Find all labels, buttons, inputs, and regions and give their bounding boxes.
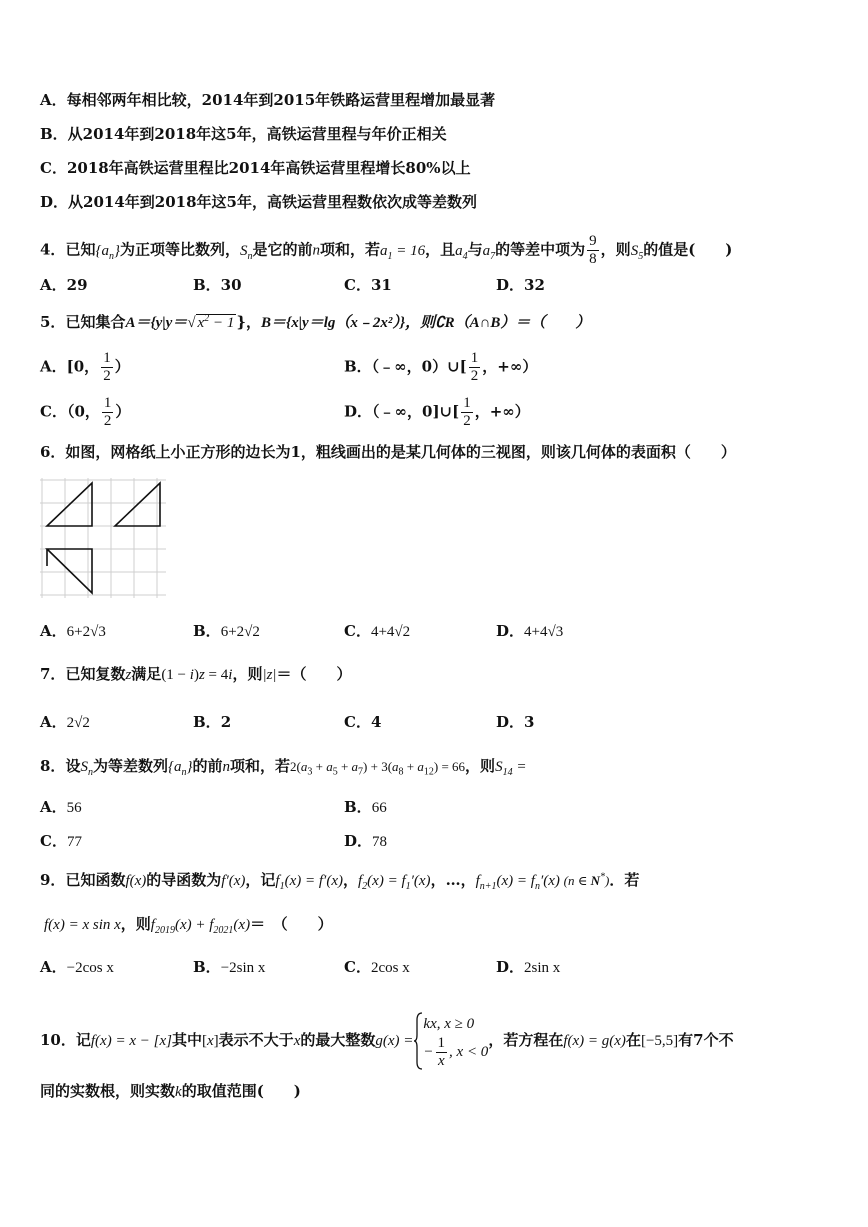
q9-stem-line-1 [40,870,868,891]
q7-option-b [193,711,231,732]
q9-fx: f(x) [125,873,147,889]
q6-a-value: 6+2√3 [66,624,106,640]
q7-c-label: C． [344,713,371,731]
q4-a7: $a_7$ [482,242,496,262]
q6-option-c [344,620,410,641]
q8-d-value: 78 [372,834,388,850]
q5-c-half [102,395,114,430]
q10-interval: [−5,5] [640,1033,679,1049]
q9-b-value: −2sin x [220,960,266,976]
q4-text-6: 与 [467,240,483,259]
q8-equation: $2(a_3 + a_5 + a_7) + 3(a_8 + a_{12}) = 66$ [290,759,466,778]
q9-d-value: 2sin x [524,960,561,976]
q6-a-label: A． [40,622,67,640]
q4-frac-den: 8 [589,251,597,267]
q8-a-label: A． [40,798,67,816]
q8-stem [40,756,868,777]
q5-d-post: ，+∞） [474,402,530,421]
q7-text-1: 已知复数 [65,665,126,683]
q5-number: 5． [40,313,66,331]
q9-sum: $f_{2019}(x) + f_{2021}(x)$ [150,917,251,936]
q10-fx-def: f(x) = x − [x] [90,1033,172,1049]
q4-text-7: 的等差中项为 [495,240,586,259]
q5-c-pre: C．（0， [40,402,100,421]
q9-f1: $f_1(x) = f'(x)$ [275,873,343,892]
q5-set-a-close: }， [236,313,261,331]
q5-b-half [469,350,481,385]
q10-number: 10． [40,1031,76,1049]
q10-text-6: 在 [625,1031,641,1049]
q8-n: n [222,759,230,775]
q8-a-value: 56 [66,800,82,816]
q5-b-den: 2 [470,368,479,384]
q10-piecewise [423,1013,488,1070]
q7-equation: (1 − i)z = 4i [161,667,233,683]
q6-option-b [193,620,260,641]
q7-z: z [125,667,132,683]
q9-fn1: $f_{n+1}(x) = f_n'(x)$ (n ∈ N*) [475,871,610,892]
q6-d-label: D． [496,622,525,640]
q8-text-5: ，则 [465,757,496,775]
q4-seq: $\{a_n\}$ [95,242,120,262]
q6-c-value: 4+4√2 [370,624,411,640]
q9-option-d [496,956,560,977]
q4-s5: $S_5$ [630,242,644,262]
q8-text-4: 项和，若 [229,757,290,775]
q7-d-label: D． [496,713,525,731]
q10-case-2: − $\frac{1}{x}$ , x < 0 [423,1034,489,1069]
q10-text-4: 的最大整数 [300,1031,376,1049]
q4-text-1: 已知 [65,240,96,259]
q8-option-b [344,796,387,817]
q9-c-label: C． [344,958,371,976]
q4-option-c: C．31 [344,276,392,294]
q5-c-den: 2 [103,413,112,429]
q10-bracket-x: [x] [202,1033,219,1049]
piecewise-brace-icon [413,1012,423,1070]
q9-f2: $f_2(x) = f_1'(x)$ [358,873,431,892]
q7-d-value: 3 [524,713,535,731]
q6-b-label: B． [193,622,221,640]
q9-number: 9． [40,871,66,889]
q7-c-value: 4 [370,713,382,731]
q5-a-half [101,350,113,385]
q10-text-3: 表示不大于 [218,1031,294,1049]
q7-option-a [40,711,90,732]
q10-eq: f(x) = g(x) [563,1033,626,1049]
q5-d-half [461,395,473,430]
q7-stem [40,664,868,685]
q6-c-label: C． [344,622,371,640]
q4-option-d: D．32 [496,276,545,294]
q9-c-value: 2cos x [370,960,410,976]
q10-stem-line-2 [40,1081,868,1102]
q8-sn: $S_n$ [80,759,93,778]
q7-a-label: A． [40,713,67,731]
q4-text-2: 为正项等比数列， [119,240,240,259]
q9-d-label: D． [496,958,525,976]
q9-text-6: ．若 [609,871,640,889]
q8-option-c [40,830,82,851]
q5-a-post: ） [114,357,130,376]
q4-a1: $a_1 = 16$ [380,242,426,262]
q7-option-d [496,711,534,732]
q4-option-a: A．29 [40,276,88,294]
q4-fraction [587,233,599,268]
q4-number: 4． [40,240,66,259]
q3-option-b: B．从2014年到2018年这5年，高铁运营里程与年价正相关 [40,125,447,143]
q10-k: k [175,1084,182,1100]
q8-text-3: 的前 [192,757,223,775]
top-view-triangle [47,549,92,593]
q10-text-8: 同的实数根，则实数 [40,1082,176,1100]
q9-fpx: f′(x) [221,873,246,889]
q7-text-2: 满足 [131,665,162,683]
q6-option-a [40,620,106,641]
q7-number: 7． [40,665,66,683]
q8-b-label: B． [344,798,372,816]
q8-d-label: D． [344,832,373,850]
q4-stem [40,233,868,268]
q5-set-b: B＝{x|y＝lg（x﹣2x²）}，则∁R（A∩B）＝（ ） [261,315,591,331]
q8-text-2: 为等差数列 [92,757,168,775]
q8-c-value: 77 [66,834,82,850]
q3-option-d: D．从2014年到2018年这5年，高铁运营里程数依次成等差数列 [40,193,477,211]
q5-option-c [40,395,130,430]
q5-text: 已知集合 [65,313,126,331]
q5-option-d [344,395,530,430]
q9-text-7: ，则 [120,915,151,933]
q5-b-post: ，+∞） [482,357,538,376]
q10-stem-line-1 [40,1012,868,1070]
q8-c-label: C． [40,832,67,850]
q4-a4: $a_4$ [455,242,468,262]
front-view-triangle [47,483,92,526]
q4-frac-num: 9 [589,233,597,249]
q10-case-1: kx, x ≥ 0 [423,1015,475,1032]
q5-a-den: 2 [103,368,111,384]
q5-stem: 5．已知集合A＝{y|y＝√ $x^2 - 1$ }，B＝{x|y＝lg（x﹣2x²）}，则∁R（A∩B）＝（ ） [40,313,591,331]
q9-fx-def: f(x) = x sin x [44,917,121,933]
q8-number: 8． [40,757,66,775]
q5-set-a: A＝{y|y＝ [125,315,188,331]
three-view-figure [40,478,170,600]
q4-option-b: B．30 [193,276,242,294]
q5-option-a [40,350,130,385]
q5-a-num: 1 [103,350,111,366]
q9-a-label: A． [40,958,67,976]
q5-option-b [344,350,537,385]
q6-stem: 6．如图，网格纸上小正方形的边长为1，粗线画出的是某几何体的三视图，则该几何体的表面积（ ） [40,443,736,461]
q5-d-pre: D．（﹣∞，0]∪[ [344,402,460,421]
q8-b-value: 66 [371,800,387,816]
q9-b-label: B． [193,958,221,976]
q4-text-5: ，且 [425,240,456,259]
q9-text-4: ， [342,871,358,889]
q7-abs-z: |z| [262,667,277,683]
q8-option-d [344,830,387,851]
q7-a-value: 2√2 [66,715,90,731]
q10-text-9: 的取值范围( ) [181,1082,301,1100]
q5-c-num: 1 [103,395,112,411]
q9-a-value: −2cos x [66,960,114,976]
q5-a-pre: A．[0， [40,357,100,376]
q10-x: x [293,1033,301,1049]
q6-b-value: 6+2√2 [220,624,260,640]
q4-text-4: 项和，若 [319,240,380,259]
q3-option-a: A．每相邻两年相比较，2014年到2015年铁路运营里程增加最显著 [40,91,496,109]
q8-seq: $\{a_n\}$ [167,759,193,778]
q4-text-8: ，则 [600,240,631,259]
q10-text-2: 其中 [171,1031,202,1049]
side-view-triangle [115,483,160,526]
q10-text-1: 记 [75,1031,91,1049]
q7-b-label: B． [193,713,221,731]
q9-option-b [193,956,265,977]
q6-option-d [496,620,563,641]
q4-text-9: 的值是( ) [643,240,733,259]
q5-c-post: ） [115,402,131,421]
q4-text-3: 是它的前 [252,240,313,259]
q8-text-1: 设 [65,757,81,775]
q9-text-3: ，记 [245,871,276,889]
q7-b-value: 2 [220,713,232,731]
q10-gx: g(x) = [375,1033,414,1049]
q9-text-1: 已知函数 [65,871,126,889]
q6-d-value: 4+4√3 [524,624,564,640]
q9-stem-line-2 [44,914,868,935]
q5-b-num: 1 [470,350,479,366]
q9-option-c [344,956,410,977]
q7-text-3: ，则 [232,665,263,683]
q9-text-2: 的导函数为 [146,871,222,889]
q9-text-5: ，…， [430,871,476,889]
q7-text-4: ＝（ ） [276,665,352,683]
q4-n: n [312,242,320,259]
q3-option-c: C．2018年高铁运营里程比2014年高铁运营里程增长80%以上 [40,159,471,177]
q5-d-den: 2 [463,413,471,429]
q8-option-a [40,796,82,817]
q10-text-7: 有7个不 [678,1031,734,1049]
q8-s14: $S_{14}$ = [495,759,527,778]
q10-text-5: ，若方程在 [488,1031,564,1049]
q5-d-num: 1 [463,395,471,411]
q9-text-8: ＝ （ ） [250,915,333,933]
q7-option-c [344,711,381,732]
q4-sn: $S_n$ [239,242,253,262]
q5-b-pre: B．（﹣∞，0）∪[ [344,357,467,376]
q9-option-a [40,956,114,977]
